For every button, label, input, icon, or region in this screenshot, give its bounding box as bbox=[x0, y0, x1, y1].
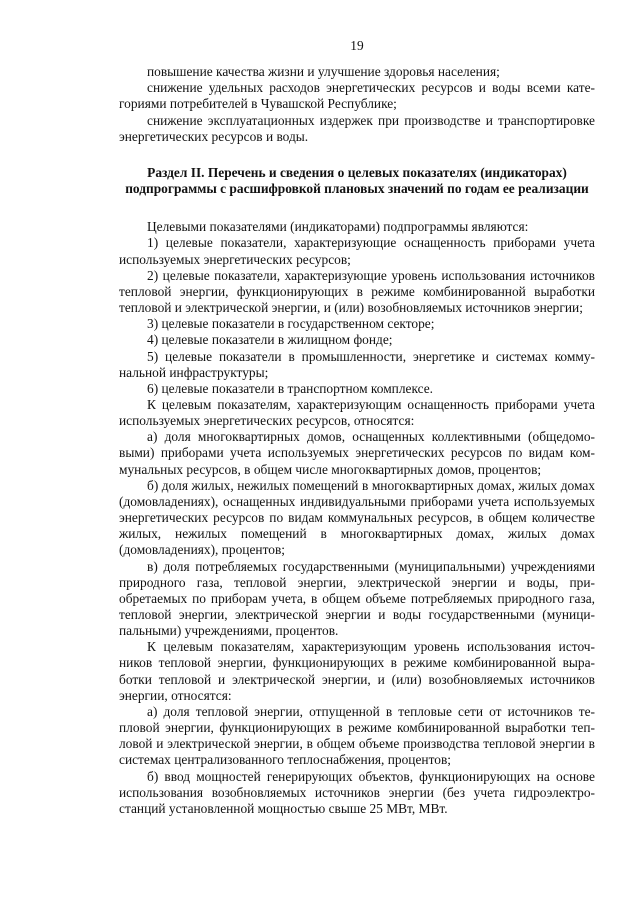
document-page bbox=[119, 38, 595, 817]
intro-paragraph-3: снижение эксплуатационных издержек при производстве и транспортировке энергетических ресурсов и воды. bbox=[119, 112, 595, 144]
section-heading bbox=[119, 165, 595, 197]
body-paragraph-11: в) доля потребляемых государственными (муниципальными) учреждениями природного газа, тепловой энергии, электрической энергии и воды, приобретаемых по приборам учета, в общем объеме потребляемых природного газа, тепловой энергии, электрической энергии и воды государственными (муниципальными) учреждениями, процентов. bbox=[119, 558, 595, 639]
body-paragraph-7: 6) целевые показатели в транспортном комплексе. bbox=[147, 380, 434, 396]
body-paragraph-6: 5) целевые показатели в промышленности, энергетике и системах коммунальной инфраструктуры; bbox=[119, 348, 595, 380]
body-paragraph-3: 2) целевые показатели, характеризующие уровень использования источников тепловой энергии, функционирующих в режиме комбинированной выработки тепловой и электрической энергии, и (или) возобновляемых источников энергии; bbox=[119, 267, 595, 316]
section-heading-line-1: Раздел II. Перечень и сведения о целевых показателях (индикаторах) bbox=[147, 164, 567, 180]
body-paragraph-4: 3) целевые показатели в государственном секторе; bbox=[147, 316, 435, 332]
body-paragraph-13: а) доля тепловой энергии, отпущенной в тепловые сети от источников тепловой энергии, функционирующих в режиме комбинированной выработки тепловой и электрической энергии, в общем объеме производства тепловой энергии в системах централизованного теплоснабжения, процентов; bbox=[119, 703, 595, 768]
body-paragraph-12: К целевым показателям, характеризующим уровень использования источников тепловой энергии, функционирующих в режиме комбинированной выработки тепловой и электрической энергии, и (или) возобновляемых источников энергии, относятся: bbox=[119, 639, 595, 703]
body-paragraph-2: 1) целевые показатели, характеризующие оснащенность приборами учета используемых энергетических ресурсов; bbox=[119, 235, 595, 267]
body-paragraph-5: 4) целевые показатели в жилищном фонде; bbox=[147, 332, 393, 348]
intro-paragraph-2: снижение удельных расходов энергетических ресурсов и воды всеми категориями потребителей в Чувашской Республике; bbox=[119, 80, 595, 112]
body-paragraph-9: а) доля многоквартирных домов, оснащенных коллективными (общедомовыми) приборами учета используемых энергетических ресурсов по видам коммунальных ресурсов, в общем числе многоквартирных домов, процентов; bbox=[119, 429, 595, 477]
intro-paragraph-1: повышение качества жизни и улучшение здоровья населения; bbox=[147, 64, 500, 80]
body-paragraph-1: Целевыми показателями (индикаторами) подпрограммы являются: bbox=[147, 219, 529, 235]
section-heading-line-2: подпрограммы с расшифровкой плановых значений по годам ее реализации bbox=[125, 181, 589, 197]
body-paragraph-8: К целевым показателям, характеризующим оснащенность приборами учета используемых энергетических ресурсов, относятся: bbox=[119, 396, 595, 429]
page-number: 19 bbox=[350, 38, 364, 53]
body-paragraph-10: б) доля жилых, нежилых помещений в многоквартирных домах, жилых домах (домовладениях), оснащенных индивидуальными приборами учета используемых энергетических ресурсов по видам коммунальных ресурсов, в общем количестве жилых, нежилых помещений в многоквартирных домах, жилых домах (домовладениях), процентов; bbox=[119, 477, 595, 558]
body-paragraph-14: б) ввод мощностей генерирующих объектов, функционирующих на основе использования возобновляемых источников энергии (без учета гидроэлектростанций установленной мощностью свыше 25 МВт, МВт. bbox=[119, 768, 595, 816]
